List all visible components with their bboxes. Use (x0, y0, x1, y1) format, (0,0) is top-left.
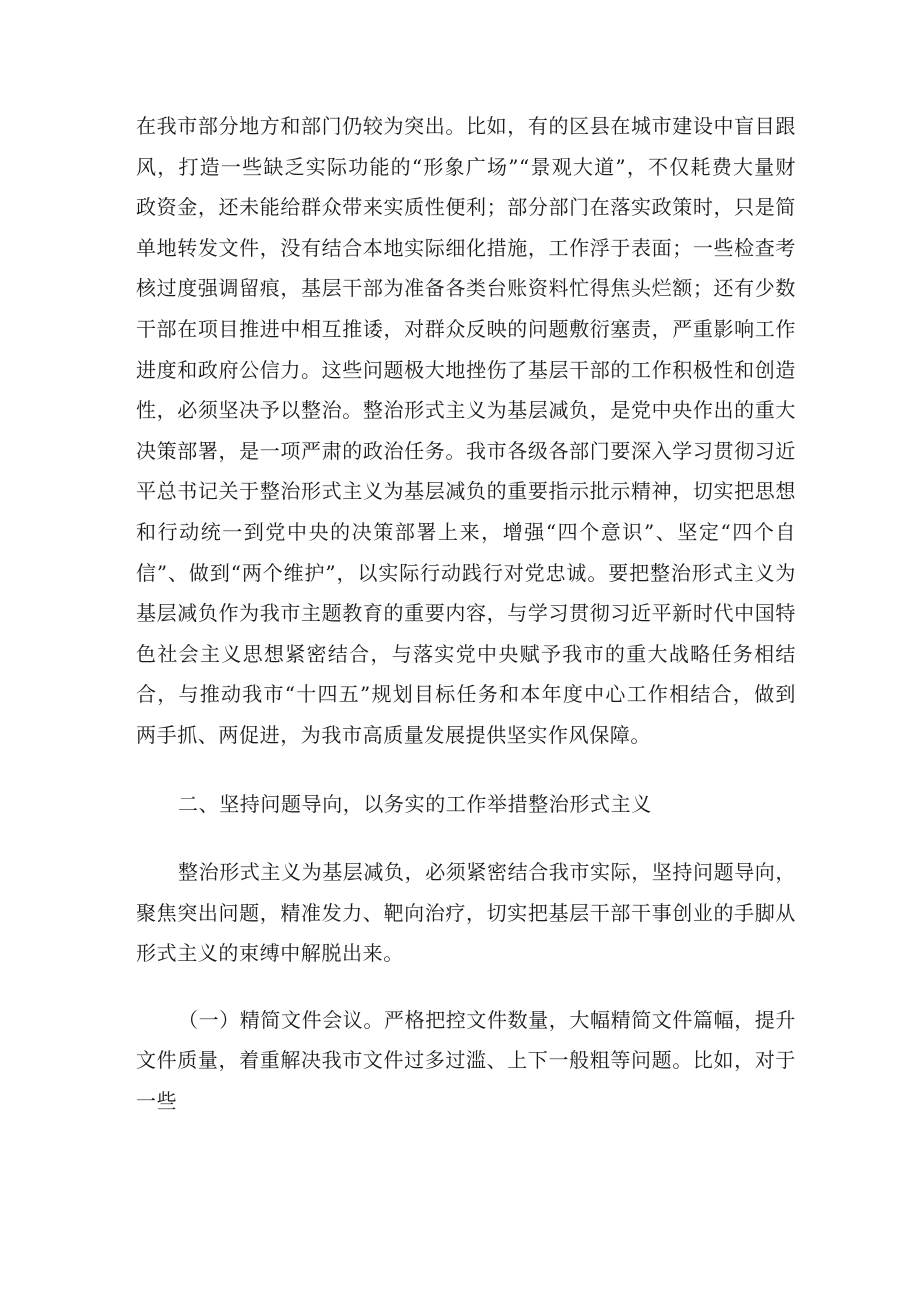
section-heading: 二、坚持问题导向，以务实的工作举措整治形式主义 (178, 791, 652, 816)
paragraph-continued: 在我市部分地方和部门仍较为突出。比如，有的区县在城市建设中盲目跟风，打造一些缺乏实际功能的“形象广场”“景观大道”，不仅耗费大量财政资金，还未能给群众带来实质性便利；部分部门在落实政策时，只是简单地转发文件，没有结合本地实际细化措施，工作浮于表面；一些检查考核过度强调留痕，基层干部为准备各类台账资料忙得焦头烂额；还有少数干部在项目推进中相互推诿，对群众反映的问题敷衍塞责，严重影响工作进度和政府公信力。这些问题极大地挫伤了基层干部的工作积极性和创造性，必须坚决予以整治。整治形式主义为基层减负，是党中央作出的重大决策部署，是一项严肃的政治任务。我市各级各部门要深入学习贯彻习近平总书记关于整治形式主义为基层减负的重要指示批示精神，切实把思想和行动统一到党中央的决策部署上来，增强“四个意识”、坚定“四个自信”、做到“两个维护”，以实际行动践行对党忠诚。要把整治形式主义为基层减负作为我市主题教育的重要内容，与学习贯彻习近平新时代中国特色社会主义思想紧密结合，与落实党中央赋予我市的重大战略任务相结合，与推动我市“十四五”规划目标任务和本年度中心工作相结合，做到两手抓、两促进，为我市高质量发展提供坚实作风保障。 (136, 114, 796, 747)
document-body (136, 106, 796, 1122)
paragraph-subsection-1: （一）精简文件会议。严格把控文件数量，大幅精简文件篇幅，提升文件质量，着重解决我市文件过多过滥、上下一般粗等问题。比如，对于一些 (136, 1007, 796, 1114)
paragraph-intro: 整治形式主义为基层减负，必须紧密结合我市实际，坚持问题导向，聚焦突出问题，精准发力、靶向治疗，切实把基层干部干事创业的手脚从形式主义的束缚中解脱出来。 (136, 860, 796, 966)
